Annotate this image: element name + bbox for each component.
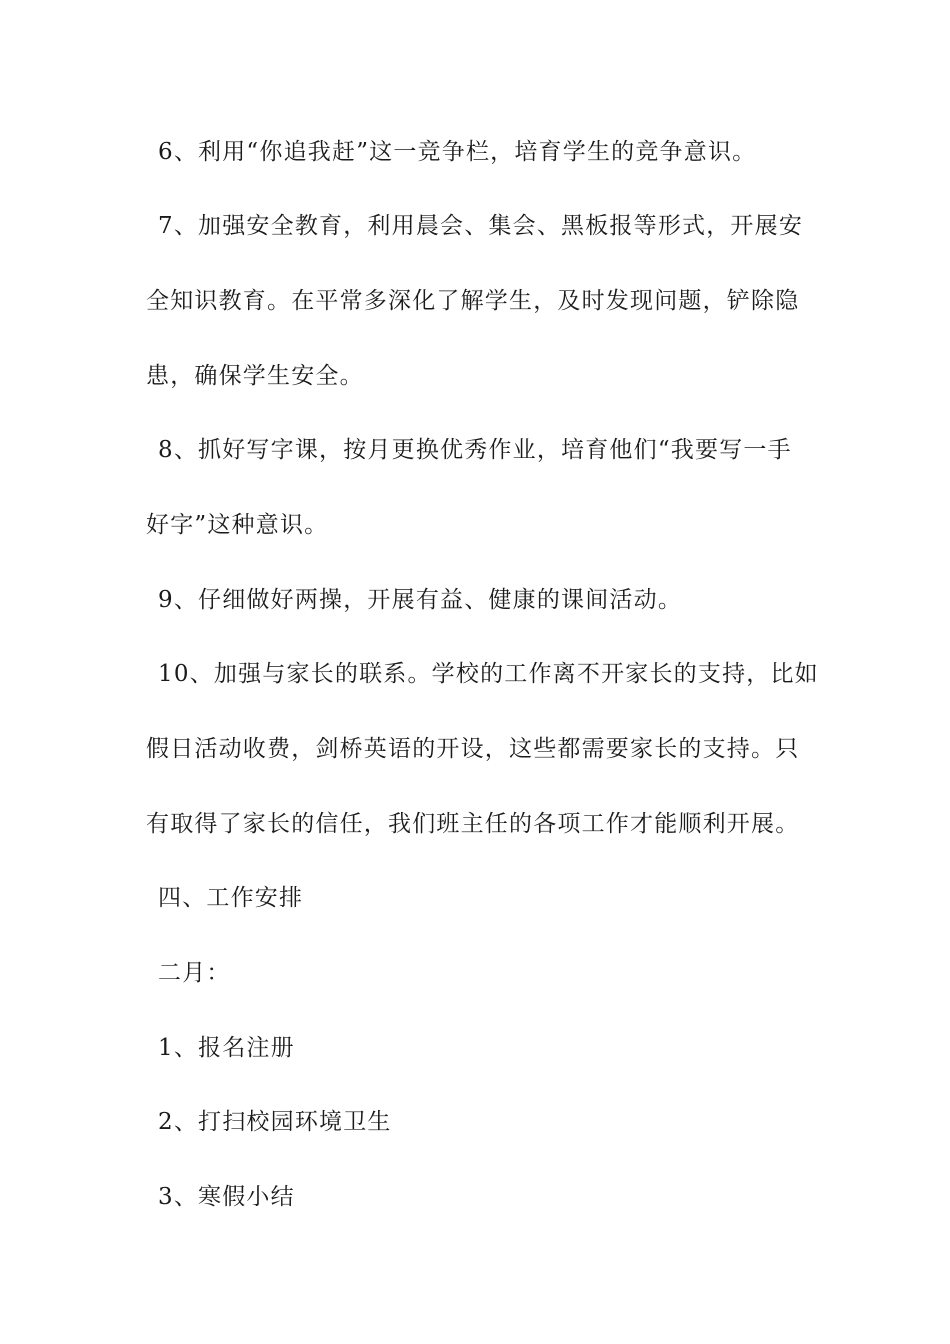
paragraph-item-10-line-2: 假日活动收费，剑桥英语的开设，这些都需要家长的支持。只 [146, 736, 800, 762]
month-heading: 二月： [158, 960, 231, 986]
list-item: 2、打扫校园环境卫生 [158, 1109, 392, 1135]
paragraph-item-10-line-1: 10、加强与家长的联系。学校的工作离不开家长的支持，比如 [158, 661, 819, 687]
list-item: 3、寒假小结 [158, 1184, 295, 1210]
paragraph-item-6: 6、利用“你追我赶”这一竞争栏，培育学生的竞争意识。 [158, 139, 757, 165]
paragraph-item-7-line-1: 7、加强安全教育，利用晨会、集会、黑板报等形式，开展安 [158, 213, 804, 239]
paragraph-item-7-line-2: 全知识教育。在平常多深化了解学生，及时发现问题，铲除隐 [146, 288, 800, 314]
paragraph-item-8-line-2: 好字”这种意识。 [146, 512, 329, 538]
paragraph-item-10-line-3: 有取得了家长的信任，我们班主任的各项工作才能顺利开展。 [146, 811, 800, 837]
paragraph-item-7-line-3: 患，确保学生安全。 [146, 363, 364, 389]
paragraph-item-9: 9、仔细做好两操，开展有益、健康的课间活动。 [158, 587, 683, 613]
list-item: 1、报名注册 [158, 1035, 295, 1061]
section-heading: 四、工作安排 [158, 885, 304, 911]
paragraph-item-8-line-1: 8、抓好写字课，按月更换优秀作业，培育他们“我要写一手 [158, 437, 792, 463]
